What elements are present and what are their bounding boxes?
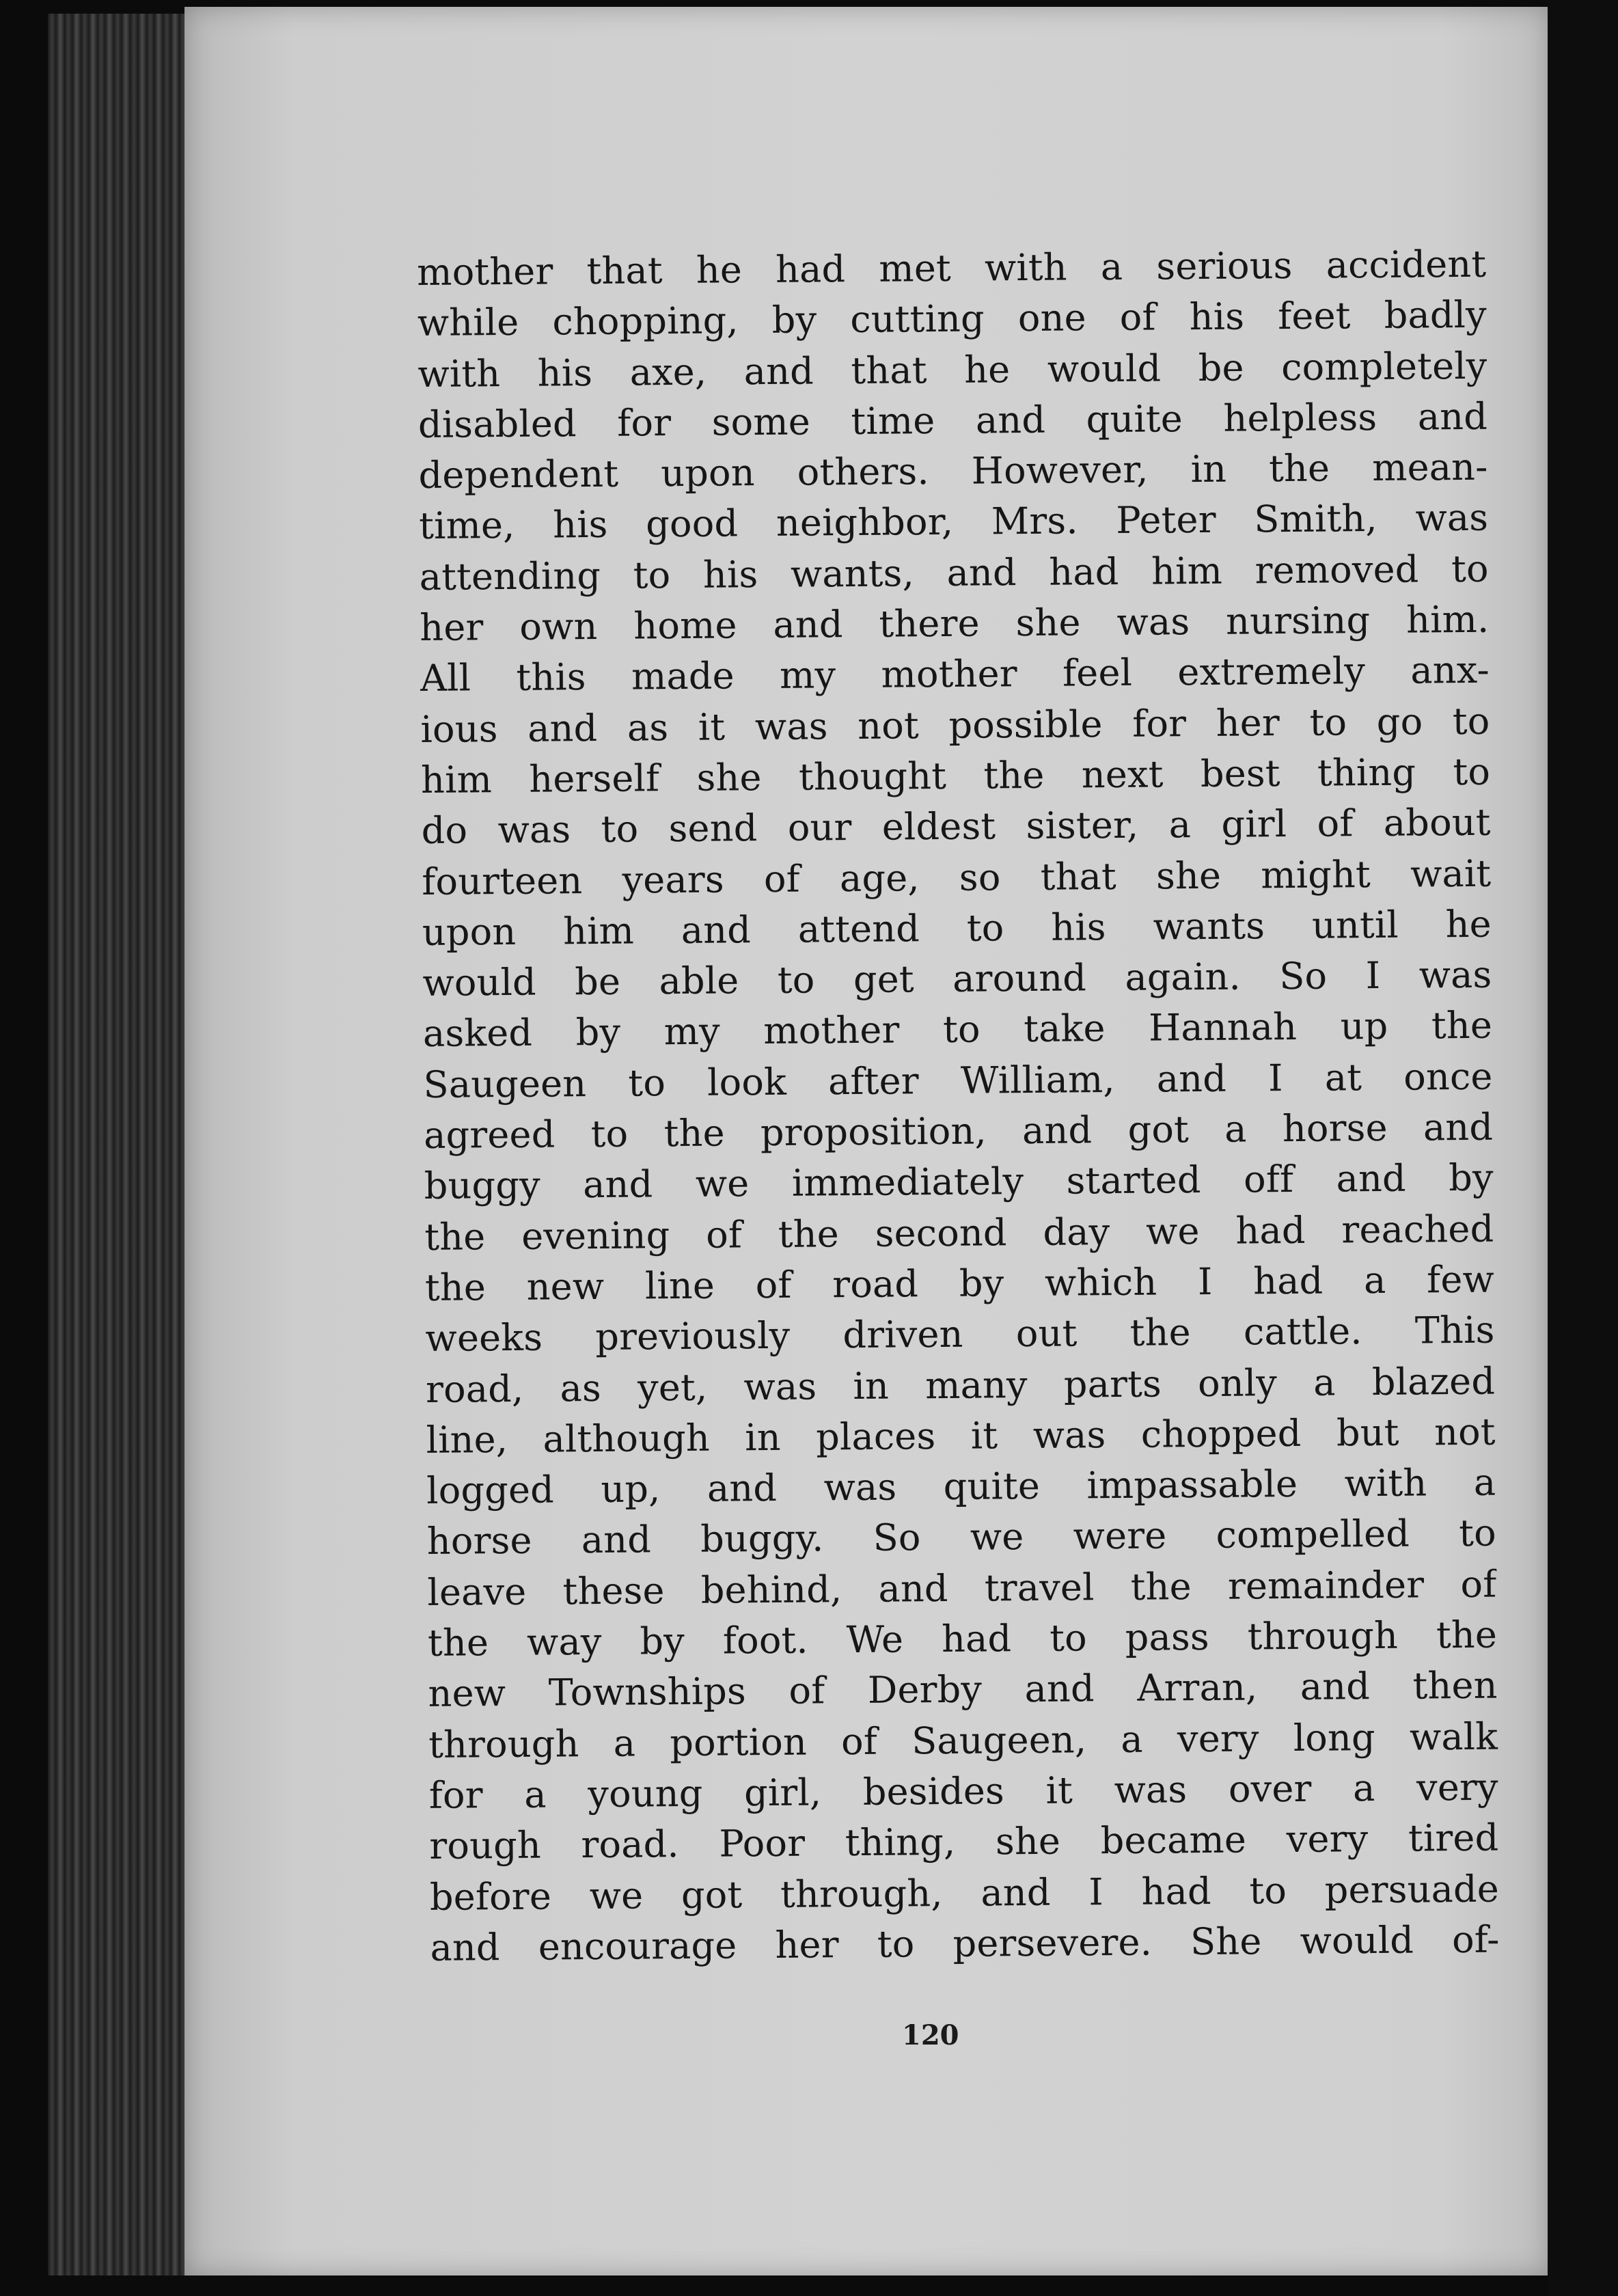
text-line: do was to send our eldest sister, a girl of about: [421, 800, 1491, 853]
text-line: her own home and there she was nursing him.: [420, 597, 1490, 650]
text-line: line, although in places it was chopped but not: [426, 1410, 1496, 1462]
text-line: ious and as it was not possible for her to go to: [420, 699, 1490, 751]
text-line: horse and buggy. So we were compelled to: [426, 1512, 1497, 1563]
text-line: through a portion of Saugeen, a very long walk: [428, 1714, 1498, 1766]
text-line: the new line of road by which I had a few: [424, 1257, 1495, 1309]
text-line: time, his good neighbor, Mrs. Peter Smith, was: [418, 496, 1489, 548]
stacked-page-edges: [48, 14, 191, 2276]
text-line: and encourage her to persevere. She would of-: [430, 1917, 1500, 1969]
text-line: rough road. Poor thing, she became very tired: [429, 1816, 1499, 1868]
body-text: [417, 239, 1500, 1973]
text-line: mother that he had met with a serious accident: [417, 242, 1487, 294]
text-line: while chopping, by cutting one of his feet badly: [417, 293, 1487, 345]
text-line: would be able to get around again. So I was: [422, 953, 1492, 1005]
text-line: before we got through, and I had to persuade: [429, 1867, 1500, 1919]
text-line: buggy and we immediately started off and by: [424, 1156, 1494, 1208]
text-line: logged up, and was quite impassable with a: [426, 1460, 1496, 1513]
page-number: 120: [902, 2019, 959, 2051]
text-line: attending to his wants, and had him removed to: [419, 547, 1489, 599]
text-line: dependent upon others. However, in the mean-: [418, 445, 1488, 497]
text-line: for a young girl, besides it was over a very: [428, 1765, 1498, 1817]
text-line: upon him and attend to his wants until he: [422, 902, 1492, 954]
text-line: with his axe, and that he would be completely: [417, 344, 1487, 396]
text-line: agreed to the proposition, and got a horse and: [423, 1105, 1494, 1158]
text-line: road, as yet, was in many parts only a blazed: [425, 1359, 1496, 1411]
text-line: fourteen years of age, so that she might wait: [422, 851, 1492, 903]
text-line: weeks previously driven out the cattle. This: [425, 1308, 1495, 1361]
text-line: the way by foot. We had to pass through the: [427, 1613, 1498, 1665]
text-line: leave these behind, and travel the remainder of: [427, 1562, 1497, 1614]
text-line: the evening of the second day we had reached: [424, 1207, 1494, 1259]
scan-border: [1548, 0, 1618, 2296]
text-line: Saugeen to look after William, and I at once: [423, 1054, 1493, 1106]
text-line: asked by my mother to take Hannah up the: [422, 1004, 1493, 1056]
text-line: All this made my mother feel extremely anx-: [420, 648, 1490, 700]
text-line: him herself she thought the next best thing to: [420, 750, 1491, 802]
text-line: new Townships of Derby and Arran, and then: [428, 1663, 1498, 1716]
text-line: disabled for some time and quite helpless and: [417, 394, 1488, 446]
